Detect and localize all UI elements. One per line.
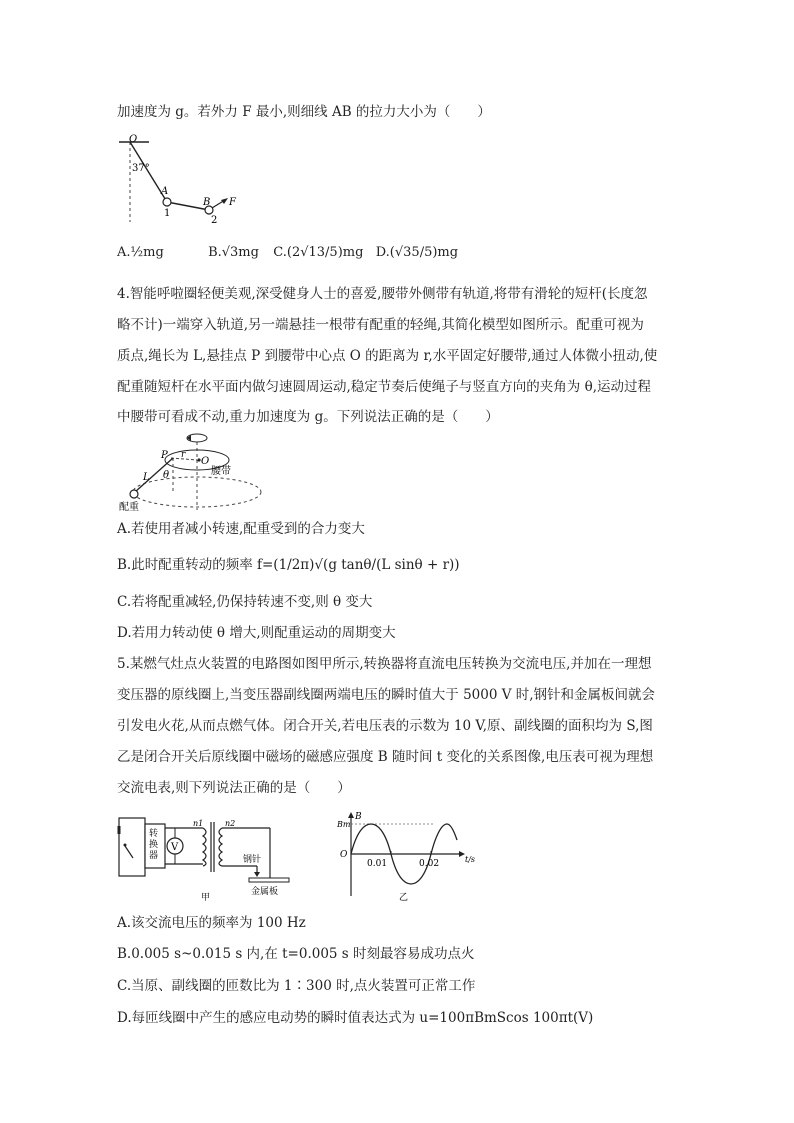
q3-option-a: A.½mg bbox=[117, 245, 164, 260]
caption-jia: 甲 bbox=[201, 893, 211, 902]
q4-line-4: 配重随短杆在水平面内做匀速圆周运动,稳定节奏后使绳子与竖直方向的夹角为 θ,运动过程 bbox=[117, 379, 652, 395]
label-V: V bbox=[171, 842, 179, 853]
q4-option-a: A.若使用者减小转速,配重受到的合力变大 bbox=[117, 521, 365, 537]
tick-0.01: 0.01 bbox=[367, 859, 388, 869]
label-converter-2: 换 bbox=[149, 840, 159, 850]
q3-stem-tail: 加速度为 g。若外力 F 最小,则细线 AB 的拉力大小为（ ） bbox=[117, 104, 491, 120]
label-plate: 金属板 bbox=[251, 887, 279, 897]
q3-options bbox=[117, 244, 458, 262]
label-theta: θ bbox=[163, 470, 170, 481]
q3-option-d: D.(√35/5)mg bbox=[375, 245, 459, 260]
tick-0.02: 0.02 bbox=[419, 859, 440, 869]
q4-line-3: 质点,绳长为 L,悬挂点 P 到腰带中心点 O 的距离为 r,水平固定好腰带,通过人体微小扭动,使 bbox=[117, 348, 658, 364]
label-needle: 钢针 bbox=[243, 855, 262, 865]
label-B: B bbox=[203, 197, 211, 208]
label-O: O bbox=[201, 456, 210, 467]
q5-option-b: B.0.005 s~0.015 s 内,在 t=0.005 s 时刻最容易成功点火 bbox=[117, 946, 475, 962]
label-n2: n2 bbox=[225, 819, 236, 828]
ignition-circuit-figure bbox=[115, 810, 300, 902]
label-A: A bbox=[161, 186, 169, 197]
label-t-axis: t/s bbox=[465, 855, 476, 864]
label-belt: 腰带 bbox=[211, 466, 231, 477]
q4-option-b: B.此时配重转动的频率 f=(1/2π)√(g tanθ/(L sinθ + r)) bbox=[117, 557, 460, 573]
caption-yi: 乙 bbox=[399, 893, 409, 902]
q4-line-1: 4.智能呼啦圈轻便美观,深受健身人士的喜爱,腰带外侧带有轨道,将带有滑轮的短杆(长度忽 bbox=[117, 286, 648, 302]
q3-option-b: B.√3mg bbox=[208, 245, 259, 260]
label-2: 2 bbox=[211, 215, 218, 226]
q5-option-a: A.该交流电压的频率为 100 Hz bbox=[117, 915, 306, 931]
hula-hoop-figure bbox=[115, 428, 275, 514]
label-1: 1 bbox=[164, 208, 171, 219]
pendulum-figure bbox=[117, 134, 247, 226]
label-weight: 配重 bbox=[119, 502, 139, 513]
label-n1: n1 bbox=[193, 819, 204, 828]
q5-line-1: 5.某燃气灶点火装置的电路图如图甲所示,转换器将直流电压转换为交流电压,并加在一理想 bbox=[117, 656, 652, 672]
q5-option-c: C.当原、副线圈的匝数比为 1∶300 时,点火装置可正常工作 bbox=[117, 978, 476, 994]
label-O: O bbox=[340, 850, 348, 860]
q5-line-4: 乙是闭合开关后原线圈中磁场的磁感应强度 B 随时间 t 变化的关系图像,电压表可视为理想 bbox=[117, 749, 654, 765]
q5-option-d: D.每匝线圈中产生的感应电动势的瞬时值表达式为 u=100πBmScos 100πt(V) bbox=[117, 1010, 594, 1026]
label-r: r bbox=[181, 450, 186, 460]
q4-line-2: 略不计)一端穿入轨道,另一端悬挂一根带有配重的轻绳,其简化模型如图所示。配重可视为 bbox=[117, 317, 644, 333]
q4-option-c: C.若将配重减轻,仍保持转速不变,则 θ 变大 bbox=[117, 594, 373, 610]
label-37: 37° bbox=[132, 163, 150, 174]
label-L: L bbox=[143, 472, 150, 483]
label-B: B bbox=[355, 812, 362, 822]
b-t-graph-figure bbox=[337, 810, 487, 902]
label-converter-3: 器 bbox=[149, 851, 159, 861]
q4-option-d: D.若用力转动使 θ 增大,则配重运动的周期变大 bbox=[117, 625, 396, 641]
label-Bm: Bm bbox=[337, 820, 351, 829]
label-O: O bbox=[129, 134, 138, 145]
q4-line-5: 中腰带可看成不动,重力加速度为 g。下列说法正确的是（ ） bbox=[117, 409, 499, 425]
q3-option-c: C.(2√13/5)mg bbox=[273, 245, 364, 260]
label-P: P bbox=[161, 450, 168, 461]
q5-line-3: 引发电火花,从而点燃气体。闭合开关,若电压表的示数为 10 V,原、副线圈的面积均为 S,图 bbox=[117, 718, 653, 734]
label-F: F bbox=[229, 197, 236, 208]
q5-line-2: 变压器的原线圈上,当变压器副线圈两端电压的瞬时值大于 5000 V 时,钢针和金属板间就会 bbox=[117, 687, 656, 703]
q5-line-5: 交流电表,则下列说法正确的是（ ） bbox=[117, 780, 351, 796]
label-converter-1: 转 bbox=[149, 829, 159, 839]
